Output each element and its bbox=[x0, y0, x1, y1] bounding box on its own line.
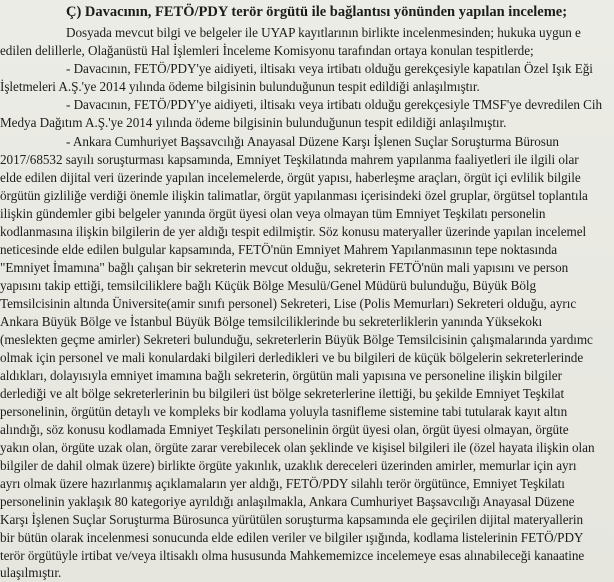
body-line: Karşı İşlenen Suçlar Soruşturma Bürosunca yürütülen soruşturma kapsamında ele geçirilen dijital materyallerin bbox=[0, 512, 584, 527]
section-heading: Ç) Davacının, FETÖ/PDY terör örgütü ile bağlantısı yönünden yapılan inceleme; bbox=[66, 4, 568, 20]
body-line: ilişkin gündemler gibi belgeler yanında örgüt üyesi olan veya olmayan tüm Emniyet Teşkilatı personelin bbox=[0, 206, 546, 221]
body-line: "Emniyet İmamına" bağlı çalışan bir sekreterin mevcut olduğu, sekreterin FETÖ'nün mali yapısını ve person bbox=[0, 260, 569, 275]
body-line: edilen delillerle, Olağanüstü Hal İşlemleri İnceleme Komisyonu tarafından ortaya konulan tespitlerde; bbox=[0, 43, 534, 58]
body-line: 2017/68532 sayılı soruşturması kapsamında, Emniyet Teşkilatında mahrem yapılanma faaliyetleri ile ilgili olar bbox=[0, 152, 579, 167]
body-line: Dosyada mevcut bilgi ve belgeler ile UYAP kayıtlarının birlikte incelenmesinden; hukuka uygun e bbox=[66, 25, 581, 40]
body-line: terör örgütüyle irtibat ve/veya iltisaklı olma hususunda Mahkememizce incelemeye esas alınabileceği kanaatine bbox=[0, 548, 585, 563]
body-line: - Davacının, FETÖ/PDY'ye aidiyeti, iltisakı veya irtibatı olduğu gerekçesiyle kapatılan Özel Işık Eği bbox=[66, 61, 593, 76]
body-line: - Ankara Cumhuriyet Başsavcılığı Anayasal Düzene Karşı İşlenen Suçlar Soruşturma Bürosun bbox=[66, 134, 559, 149]
body-line: elde edilen dijital veri üzerinde yapılan incelemelerde, örgüt yapısı, haberleşme araçları, örgüt içi evlilik bilgile bbox=[0, 170, 581, 185]
body-line: İşletmeleri A.Ş.'ye 2014 yılında ödeme bilgisinin bulunduğunun tespit edildiği anlaşılmıştır. bbox=[0, 79, 480, 94]
body-line: yapısını takip ettiği, temsilciliklere bağlı Küçük Bölge Mesulü/Genel Müdürü bulunduğu, Büyük Bölg bbox=[0, 278, 537, 293]
body-line: bilgiler de dahil olmak üzere) birlikte örgüte yakınlık, uzaklık dereceleri üzerinden amirler, memurlar için ayrı bbox=[0, 458, 577, 473]
body-line: Temsilcisinin altında Üniversite(amir sınıfı personel) Sekreteri, Lise (Polis Memurları) Sekreteri olduğu, ayrıc bbox=[0, 296, 577, 311]
body-line: - Davacının, FETÖ/PDY'ye aidiyeti, iltisakı veya irtibatı olduğu gerekçesiyle TMSF'ye devredilen Cih bbox=[66, 97, 603, 112]
body-line: aldıkları, dolayısıyla emniyet imamına bağlı sekreterin, örgütün mali yapısına ve personeline ilişkin bilgiler bbox=[0, 368, 562, 383]
body-line: Medya Dağıtım A.Ş.'ye 2014 yılında ödeme bilgisinin bulunduğunun tespit edildiği anlaşılmıştır. bbox=[0, 115, 507, 130]
body-line: (meslekten geçme amirler) Sekreteri bulunduğu, sekreterlerin Büyük Bölge Temsilcisinin çalışmalarında yardımc bbox=[0, 332, 593, 347]
body-line: personelinin yaklaşık 80 kategoriye ayrıldığı anlaşılmakla, Ankara Cumhuriyet Başsavcılığı Anayasal Düzene bbox=[0, 494, 575, 509]
body-line: neticesinde elde edilen bulgular kapsamında, FETÖ'nün Emniyet Mahrem Yapılanmasının tepe noktasında bbox=[0, 242, 558, 257]
body-line: derlediği ve alt bölge sekreterlerinin bu bilgileri üst bölge sekreterlerine ilettiği, bu şekilde Emniyet Teşkilat bbox=[0, 386, 565, 401]
body-line: ulaşılmıştır. bbox=[0, 565, 62, 580]
body-line: personelinin, örgütün detaylı ve kompleks bir kodlama yoluyla tasnifleme sistemine tabi tutularak kayıt altın bbox=[0, 404, 568, 419]
body-line: olmak için personel ve mali konulardaki bilgileri derledikleri ve bu bilgileri de küçük bölgelerin sekreterlerinde bbox=[0, 350, 584, 365]
body-line: yakın olan, örgüte uzak olan, örgüte zarar verebilecek olan şeklinde ve kişisel bilgileri ile (özel hayata ilişkin olan bbox=[0, 440, 595, 455]
body-line: ayrı olmak üzere hazırlanmış açıklamaların yer aldığı, FETÖ/PDY silahlı terör örgütünce, Emniyet Teşkilatı bbox=[0, 476, 565, 491]
body-line: kodlanmasına ilişkin bilgilerin de yer aldığı tespit edilmiştir. Söz konusu materyaller üzerinde yapılan incelemel bbox=[0, 224, 587, 239]
body-line: örgütün gizliliğe verdiği önemle ilişkin talimatlar, örgüt yapılanması içerisindeki özel gruplar, örgütsel toplantıla bbox=[0, 188, 588, 203]
body-line: Ankara Büyük Bölge ve İstanbul Büyük Bölge temsilciliklerinde bu sekreterliklerin yanında Yüksekokı bbox=[0, 314, 543, 329]
body-line: alındığı, söz konusu kodlamada Emniyet Teşkilatı personelinin örgüt üyesi olan, örgüt üyesi olmayan, örgüte bbox=[0, 422, 569, 437]
body-line: bir bütün olarak incelenmesi sonucunda elde edilen veriler ve bilgiler ışığında, kodlama listelerinin FETÖ/PDY bbox=[0, 530, 584, 545]
